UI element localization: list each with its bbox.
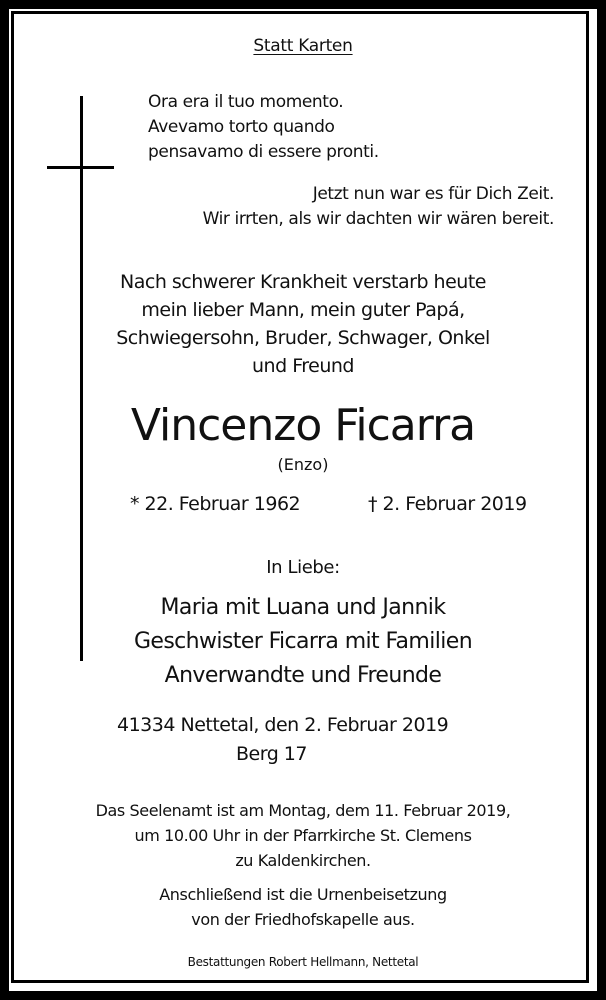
mourner-line: Maria mit Luana und Jannik <box>160 595 446 620</box>
verse-line: pensavamo di essere pronti. <box>148 142 379 162</box>
mourner-line: Geschwister Ficarra mit Familien <box>133 629 473 654</box>
burial-line: von der Friedhofskapelle aus. <box>191 910 415 929</box>
deceased-name: Vincenzo Ficarra <box>130 400 476 451</box>
burial-line: Anschließend ist die Urnenbeisetzung <box>159 885 447 904</box>
announcement-line: Nach schwerer Krankheit verstarb heute <box>120 271 486 293</box>
street-address: Berg 17 <box>236 743 307 765</box>
place-and-date: 41334 Nettetal, den 2. Februar 2019 <box>117 714 449 736</box>
announcement-line: mein lieber Mann, mein guter Papá, <box>141 299 465 321</box>
death-date: † 2. Februar 2019 <box>368 493 527 515</box>
header-title: Statt Karten <box>253 36 353 56</box>
mourner-line: Anverwandte und Freunde <box>164 663 442 688</box>
verse-line: Wir irrten, als wir dachten wir wären bereit. <box>202 209 554 229</box>
service-line: um 10.00 Uhr in der Pfarrkirche St. Clemens <box>134 826 472 845</box>
cross-horizontal-bar <box>47 166 114 169</box>
mourners-heading: In Liebe: <box>266 557 340 578</box>
service-line: Das Seelenamt ist am Montag, dem 11. Februar 2019, <box>95 801 511 820</box>
verse-line: Ora era il tuo momento. <box>148 92 344 112</box>
funeral-home: Bestattungen Robert Hellmann, Nettetal <box>187 955 419 969</box>
announcement-line: Schwiegersohn, Bruder, Schwager, Onkel <box>116 327 490 349</box>
service-line: zu Kaldenkirchen. <box>235 851 371 870</box>
deceased-nickname: (Enzo) <box>277 455 329 474</box>
announcement-line: und Freund <box>252 355 354 377</box>
verse-line: Jetzt nun war es für Dich Zeit. <box>312 184 554 204</box>
verse-line: Avevamo torto quando <box>148 117 335 137</box>
birth-date: * 22. Februar 1962 <box>130 493 301 515</box>
